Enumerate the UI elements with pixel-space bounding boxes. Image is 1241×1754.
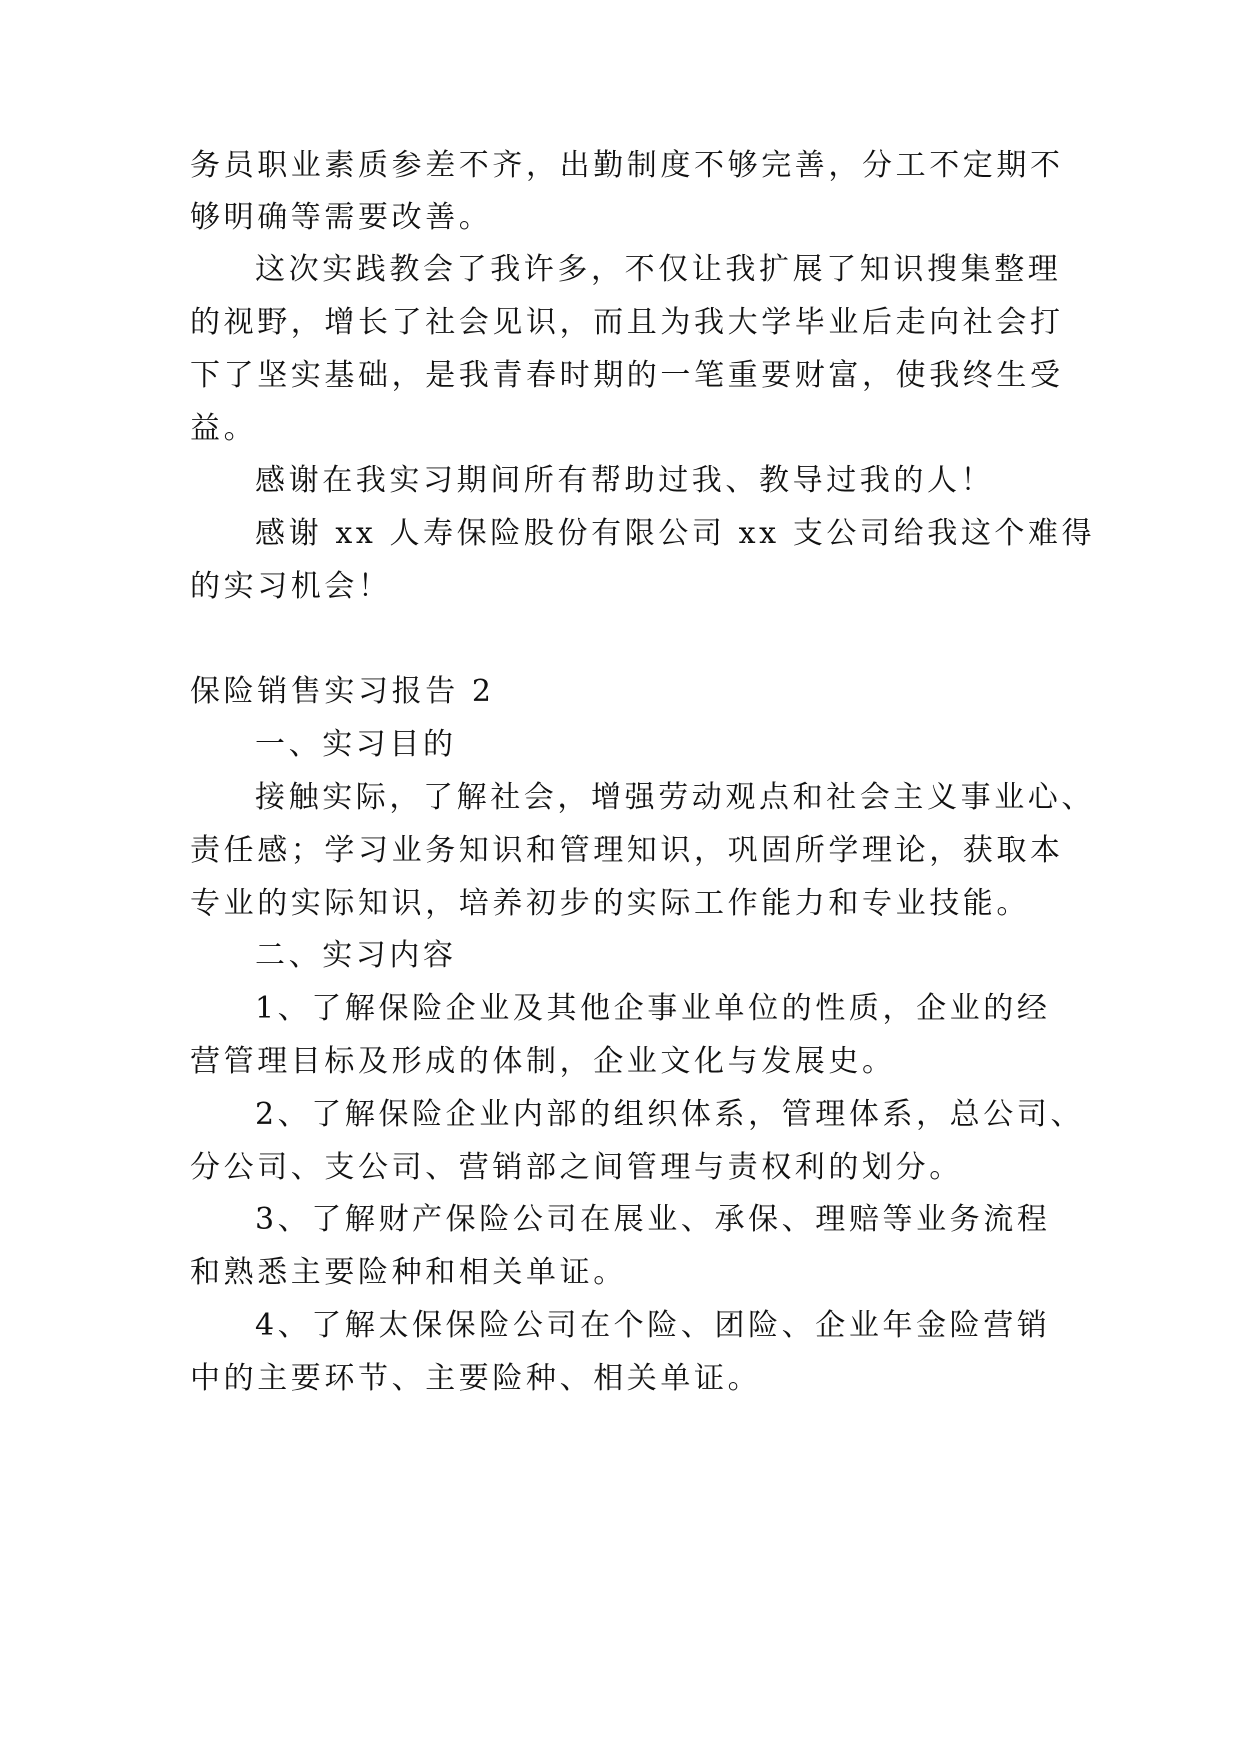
paragraph-line: 够明确等需要改善。 <box>190 200 493 235</box>
paragraph-line: 下了坚实基础，是我青春时期的一笔重要财富，使我终生受 <box>190 358 1064 393</box>
paragraph-line: 益。 <box>190 411 258 446</box>
paragraph-line: 和熟悉主要险种和相关单证。 <box>190 1255 627 1290</box>
heading-line: 一、实习目的 <box>255 727 457 762</box>
paragraph-line: 的视野，增长了社会见识，而且为我大学毕业后走向社会打 <box>190 305 1064 340</box>
paragraph-line: 4、了解太保保险公司在个险、团险、企业年金险营销 <box>255 1308 1051 1343</box>
paragraph-line: 务员职业素质参差不齐，出勤制度不够完善，分工不定期不 <box>190 148 1064 183</box>
paragraph-line: 3、了解财产保险公司在展业、承保、理赔等业务流程 <box>255 1202 1051 1237</box>
section-title: 保险销售实习报告 2 <box>190 674 495 709</box>
paragraph-line: 这次实践教会了我许多，不仅让我扩展了知识搜集整理 <box>255 252 1062 287</box>
paragraph-line: 1、了解保险企业及其他企事业单位的性质，企业的经 <box>255 991 1051 1026</box>
paragraph-line: 责任感；学习业务知识和管理知识，巩固所学理论，获取本 <box>190 833 1064 868</box>
paragraph-line: 感谢 xx 人寿保险股份有限公司 xx 支公司给我这个难得 <box>255 516 1096 551</box>
paragraph-line: 感谢在我实习期间所有帮助过我、教导过我的人！ <box>255 463 995 498</box>
heading-line: 二、实习内容 <box>255 938 457 973</box>
paragraph-line: 中的主要环节、主要险种、相关单证。 <box>190 1361 762 1396</box>
paragraph-line: 分公司、支公司、营销部之间管理与责权利的划分。 <box>190 1150 963 1185</box>
paragraph-line: 营管理目标及形成的体制，企业文化与发展史。 <box>190 1044 896 1079</box>
paragraph-line: 专业的实际知识，培养初步的实际工作能力和专业技能。 <box>190 886 1030 921</box>
paragraph-line: 的实习机会！ <box>190 569 392 604</box>
paragraph-line: 接触实际，了解社会，增强劳动观点和社会主义事业心、 <box>255 780 1095 815</box>
paragraph-line: 2、了解保险企业内部的组织体系，管理体系，总公司、 <box>255 1097 1085 1132</box>
